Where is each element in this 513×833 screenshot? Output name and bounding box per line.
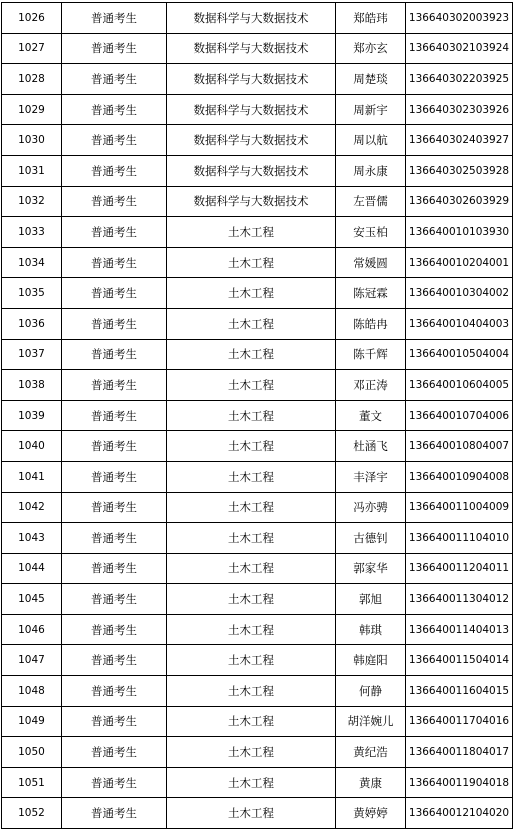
candidate-type-cell: 普通考生 xyxy=(62,247,167,278)
candidate-type-cell: 普通考生 xyxy=(62,798,167,829)
candidate-type-cell: 普通考生 xyxy=(62,308,167,339)
row-number-cell: 1051 xyxy=(2,767,62,798)
major-cell: 数据科学与大数据技术 xyxy=(167,186,336,217)
table-row xyxy=(2,186,513,217)
row-number-cell: 1029 xyxy=(2,94,62,125)
table-row xyxy=(2,400,513,431)
table-row xyxy=(2,308,513,339)
table-row xyxy=(2,339,513,370)
student-name-cell: 周新宇 xyxy=(336,94,406,125)
candidate-type-cell: 普通考生 xyxy=(62,492,167,523)
table-row xyxy=(2,125,513,156)
candidate-type-cell: 普通考生 xyxy=(62,339,167,370)
exam-id-cell: 136640011104010 xyxy=(406,523,513,554)
major-cell: 数据科学与大数据技术 xyxy=(167,155,336,186)
candidate-type-cell: 普通考生 xyxy=(62,737,167,768)
row-number-cell: 1033 xyxy=(2,217,62,248)
candidate-type-cell: 普通考生 xyxy=(62,94,167,125)
major-cell: 数据科学与大数据技术 xyxy=(167,125,336,156)
exam-id-cell: 136640010204001 xyxy=(406,247,513,278)
major-cell: 土木工程 xyxy=(167,645,336,676)
candidate-type-cell: 普通考生 xyxy=(62,33,167,64)
exam-id-cell: 136640011804017 xyxy=(406,737,513,768)
major-cell: 土木工程 xyxy=(167,400,336,431)
student-name-cell: 周以航 xyxy=(336,125,406,156)
exam-id-cell: 136640302103924 xyxy=(406,33,513,64)
exam-id-cell: 136640011704016 xyxy=(406,706,513,737)
student-name-cell: 胡洋婉儿 xyxy=(336,706,406,737)
candidate-type-cell: 普通考生 xyxy=(62,217,167,248)
exam-id-cell: 136640302203925 xyxy=(406,64,513,95)
table-row xyxy=(2,523,513,554)
candidate-type-cell: 普通考生 xyxy=(62,614,167,645)
row-number-cell: 1026 xyxy=(2,3,62,34)
student-name-cell: 郭家华 xyxy=(336,553,406,584)
exam-id-cell: 136640011904018 xyxy=(406,767,513,798)
major-cell: 土木工程 xyxy=(167,584,336,615)
exam-id-cell: 136640010604005 xyxy=(406,370,513,401)
exam-id-cell: 136640011504014 xyxy=(406,645,513,676)
major-cell: 土木工程 xyxy=(167,217,336,248)
student-name-cell: 黄康 xyxy=(336,767,406,798)
major-cell: 土木工程 xyxy=(167,370,336,401)
student-name-cell: 韩庭阳 xyxy=(336,645,406,676)
table-row xyxy=(2,584,513,615)
table-row xyxy=(2,553,513,584)
table-row xyxy=(2,33,513,64)
exam-id-cell: 136640302403927 xyxy=(406,125,513,156)
row-number-cell: 1040 xyxy=(2,431,62,462)
major-cell: 土木工程 xyxy=(167,461,336,492)
student-name-cell: 郭旭 xyxy=(336,584,406,615)
candidate-type-cell: 普通考生 xyxy=(62,400,167,431)
candidate-type-cell: 普通考生 xyxy=(62,64,167,95)
row-number-cell: 1049 xyxy=(2,706,62,737)
row-number-cell: 1039 xyxy=(2,400,62,431)
major-cell: 数据科学与大数据技术 xyxy=(167,3,336,34)
major-cell: 土木工程 xyxy=(167,523,336,554)
major-cell: 数据科学与大数据技术 xyxy=(167,94,336,125)
table-row xyxy=(2,217,513,248)
student-name-cell: 周楚琰 xyxy=(336,64,406,95)
exam-id-cell: 136640011004009 xyxy=(406,492,513,523)
row-number-cell: 1037 xyxy=(2,339,62,370)
row-number-cell: 1045 xyxy=(2,584,62,615)
candidate-type-cell: 普通考生 xyxy=(62,431,167,462)
exam-id-cell: 136640010304002 xyxy=(406,278,513,309)
table-row xyxy=(2,431,513,462)
exam-id-cell: 136640011204011 xyxy=(406,553,513,584)
major-cell: 土木工程 xyxy=(167,798,336,829)
row-number-cell: 1050 xyxy=(2,737,62,768)
exam-id-cell: 136640302303926 xyxy=(406,94,513,125)
student-name-cell: 周永康 xyxy=(336,155,406,186)
row-number-cell: 1036 xyxy=(2,308,62,339)
candidate-type-cell: 普通考生 xyxy=(62,461,167,492)
table-row xyxy=(2,278,513,309)
row-number-cell: 1047 xyxy=(2,645,62,676)
exam-id-cell: 136640302503928 xyxy=(406,155,513,186)
row-number-cell: 1031 xyxy=(2,155,62,186)
exam-id-cell: 136640302603929 xyxy=(406,186,513,217)
table-row xyxy=(2,155,513,186)
exam-id-cell: 136640010804007 xyxy=(406,431,513,462)
candidate-type-cell: 普通考生 xyxy=(62,3,167,34)
student-name-cell: 黄纪浩 xyxy=(336,737,406,768)
row-number-cell: 1041 xyxy=(2,461,62,492)
row-number-cell: 1034 xyxy=(2,247,62,278)
row-number-cell: 1046 xyxy=(2,614,62,645)
candidate-type-cell: 普通考生 xyxy=(62,767,167,798)
student-name-cell: 常媛圆 xyxy=(336,247,406,278)
row-number-cell: 1027 xyxy=(2,33,62,64)
row-number-cell: 1052 xyxy=(2,798,62,829)
candidate-type-cell: 普通考生 xyxy=(62,186,167,217)
table-row xyxy=(2,64,513,95)
table-row xyxy=(2,645,513,676)
table-row xyxy=(2,370,513,401)
student-name-cell: 黄婷婷 xyxy=(336,798,406,829)
major-cell: 土木工程 xyxy=(167,308,336,339)
candidate-type-cell: 普通考生 xyxy=(62,553,167,584)
table-row xyxy=(2,614,513,645)
admission-list-table xyxy=(1,2,513,829)
exam-id-cell: 136640010504004 xyxy=(406,339,513,370)
student-name-cell: 何静 xyxy=(336,676,406,707)
student-name-cell: 韩琪 xyxy=(336,614,406,645)
row-number-cell: 1048 xyxy=(2,676,62,707)
major-cell: 土木工程 xyxy=(167,767,336,798)
major-cell: 土木工程 xyxy=(167,339,336,370)
exam-id-cell: 136640011304012 xyxy=(406,584,513,615)
row-number-cell: 1035 xyxy=(2,278,62,309)
student-name-cell: 古德钊 xyxy=(336,523,406,554)
table-row xyxy=(2,676,513,707)
table-row xyxy=(2,798,513,829)
major-cell: 土木工程 xyxy=(167,737,336,768)
student-name-cell: 陈千辉 xyxy=(336,339,406,370)
student-name-cell: 安玉柏 xyxy=(336,217,406,248)
major-cell: 土木工程 xyxy=(167,247,336,278)
major-cell: 土木工程 xyxy=(167,278,336,309)
table-row xyxy=(2,94,513,125)
student-name-cell: 杜涵飞 xyxy=(336,431,406,462)
table-row xyxy=(2,706,513,737)
table-row xyxy=(2,737,513,768)
student-name-cell: 冯亦骋 xyxy=(336,492,406,523)
exam-id-cell: 136640010904008 xyxy=(406,461,513,492)
major-cell: 土木工程 xyxy=(167,614,336,645)
student-name-cell: 陈冠霖 xyxy=(336,278,406,309)
table-body xyxy=(2,3,513,829)
row-number-cell: 1042 xyxy=(2,492,62,523)
major-cell: 土木工程 xyxy=(167,553,336,584)
major-cell: 数据科学与大数据技术 xyxy=(167,33,336,64)
candidate-type-cell: 普通考生 xyxy=(62,584,167,615)
row-number-cell: 1030 xyxy=(2,125,62,156)
exam-id-cell: 136640302003923 xyxy=(406,3,513,34)
major-cell: 土木工程 xyxy=(167,431,336,462)
student-name-cell: 左晋儒 xyxy=(336,186,406,217)
row-number-cell: 1038 xyxy=(2,370,62,401)
exam-id-cell: 136640010404003 xyxy=(406,308,513,339)
candidate-type-cell: 普通考生 xyxy=(62,523,167,554)
exam-id-cell: 136640011604015 xyxy=(406,676,513,707)
row-number-cell: 1043 xyxy=(2,523,62,554)
candidate-type-cell: 普通考生 xyxy=(62,370,167,401)
candidate-type-cell: 普通考生 xyxy=(62,278,167,309)
row-number-cell: 1044 xyxy=(2,553,62,584)
major-cell: 数据科学与大数据技术 xyxy=(167,64,336,95)
student-name-cell: 丰泽宇 xyxy=(336,461,406,492)
row-number-cell: 1032 xyxy=(2,186,62,217)
exam-id-cell: 136640011404013 xyxy=(406,614,513,645)
student-name-cell: 董文 xyxy=(336,400,406,431)
table-row xyxy=(2,461,513,492)
exam-id-cell: 136640010103930 xyxy=(406,217,513,248)
major-cell: 土木工程 xyxy=(167,492,336,523)
student-name-cell: 邓正涛 xyxy=(336,370,406,401)
student-name-cell: 郑皓玮 xyxy=(336,3,406,34)
table-row xyxy=(2,492,513,523)
candidate-type-cell: 普通考生 xyxy=(62,645,167,676)
table-row xyxy=(2,767,513,798)
major-cell: 土木工程 xyxy=(167,676,336,707)
candidate-type-cell: 普通考生 xyxy=(62,155,167,186)
candidate-type-cell: 普通考生 xyxy=(62,676,167,707)
student-name-cell: 郑亦玄 xyxy=(336,33,406,64)
exam-id-cell: 136640010704006 xyxy=(406,400,513,431)
student-name-cell: 陈皓冉 xyxy=(336,308,406,339)
major-cell: 土木工程 xyxy=(167,706,336,737)
table-row xyxy=(2,3,513,34)
table-row xyxy=(2,247,513,278)
exam-id-cell: 136640012104020 xyxy=(406,798,513,829)
candidate-type-cell: 普通考生 xyxy=(62,706,167,737)
row-number-cell: 1028 xyxy=(2,64,62,95)
candidate-type-cell: 普通考生 xyxy=(62,125,167,156)
